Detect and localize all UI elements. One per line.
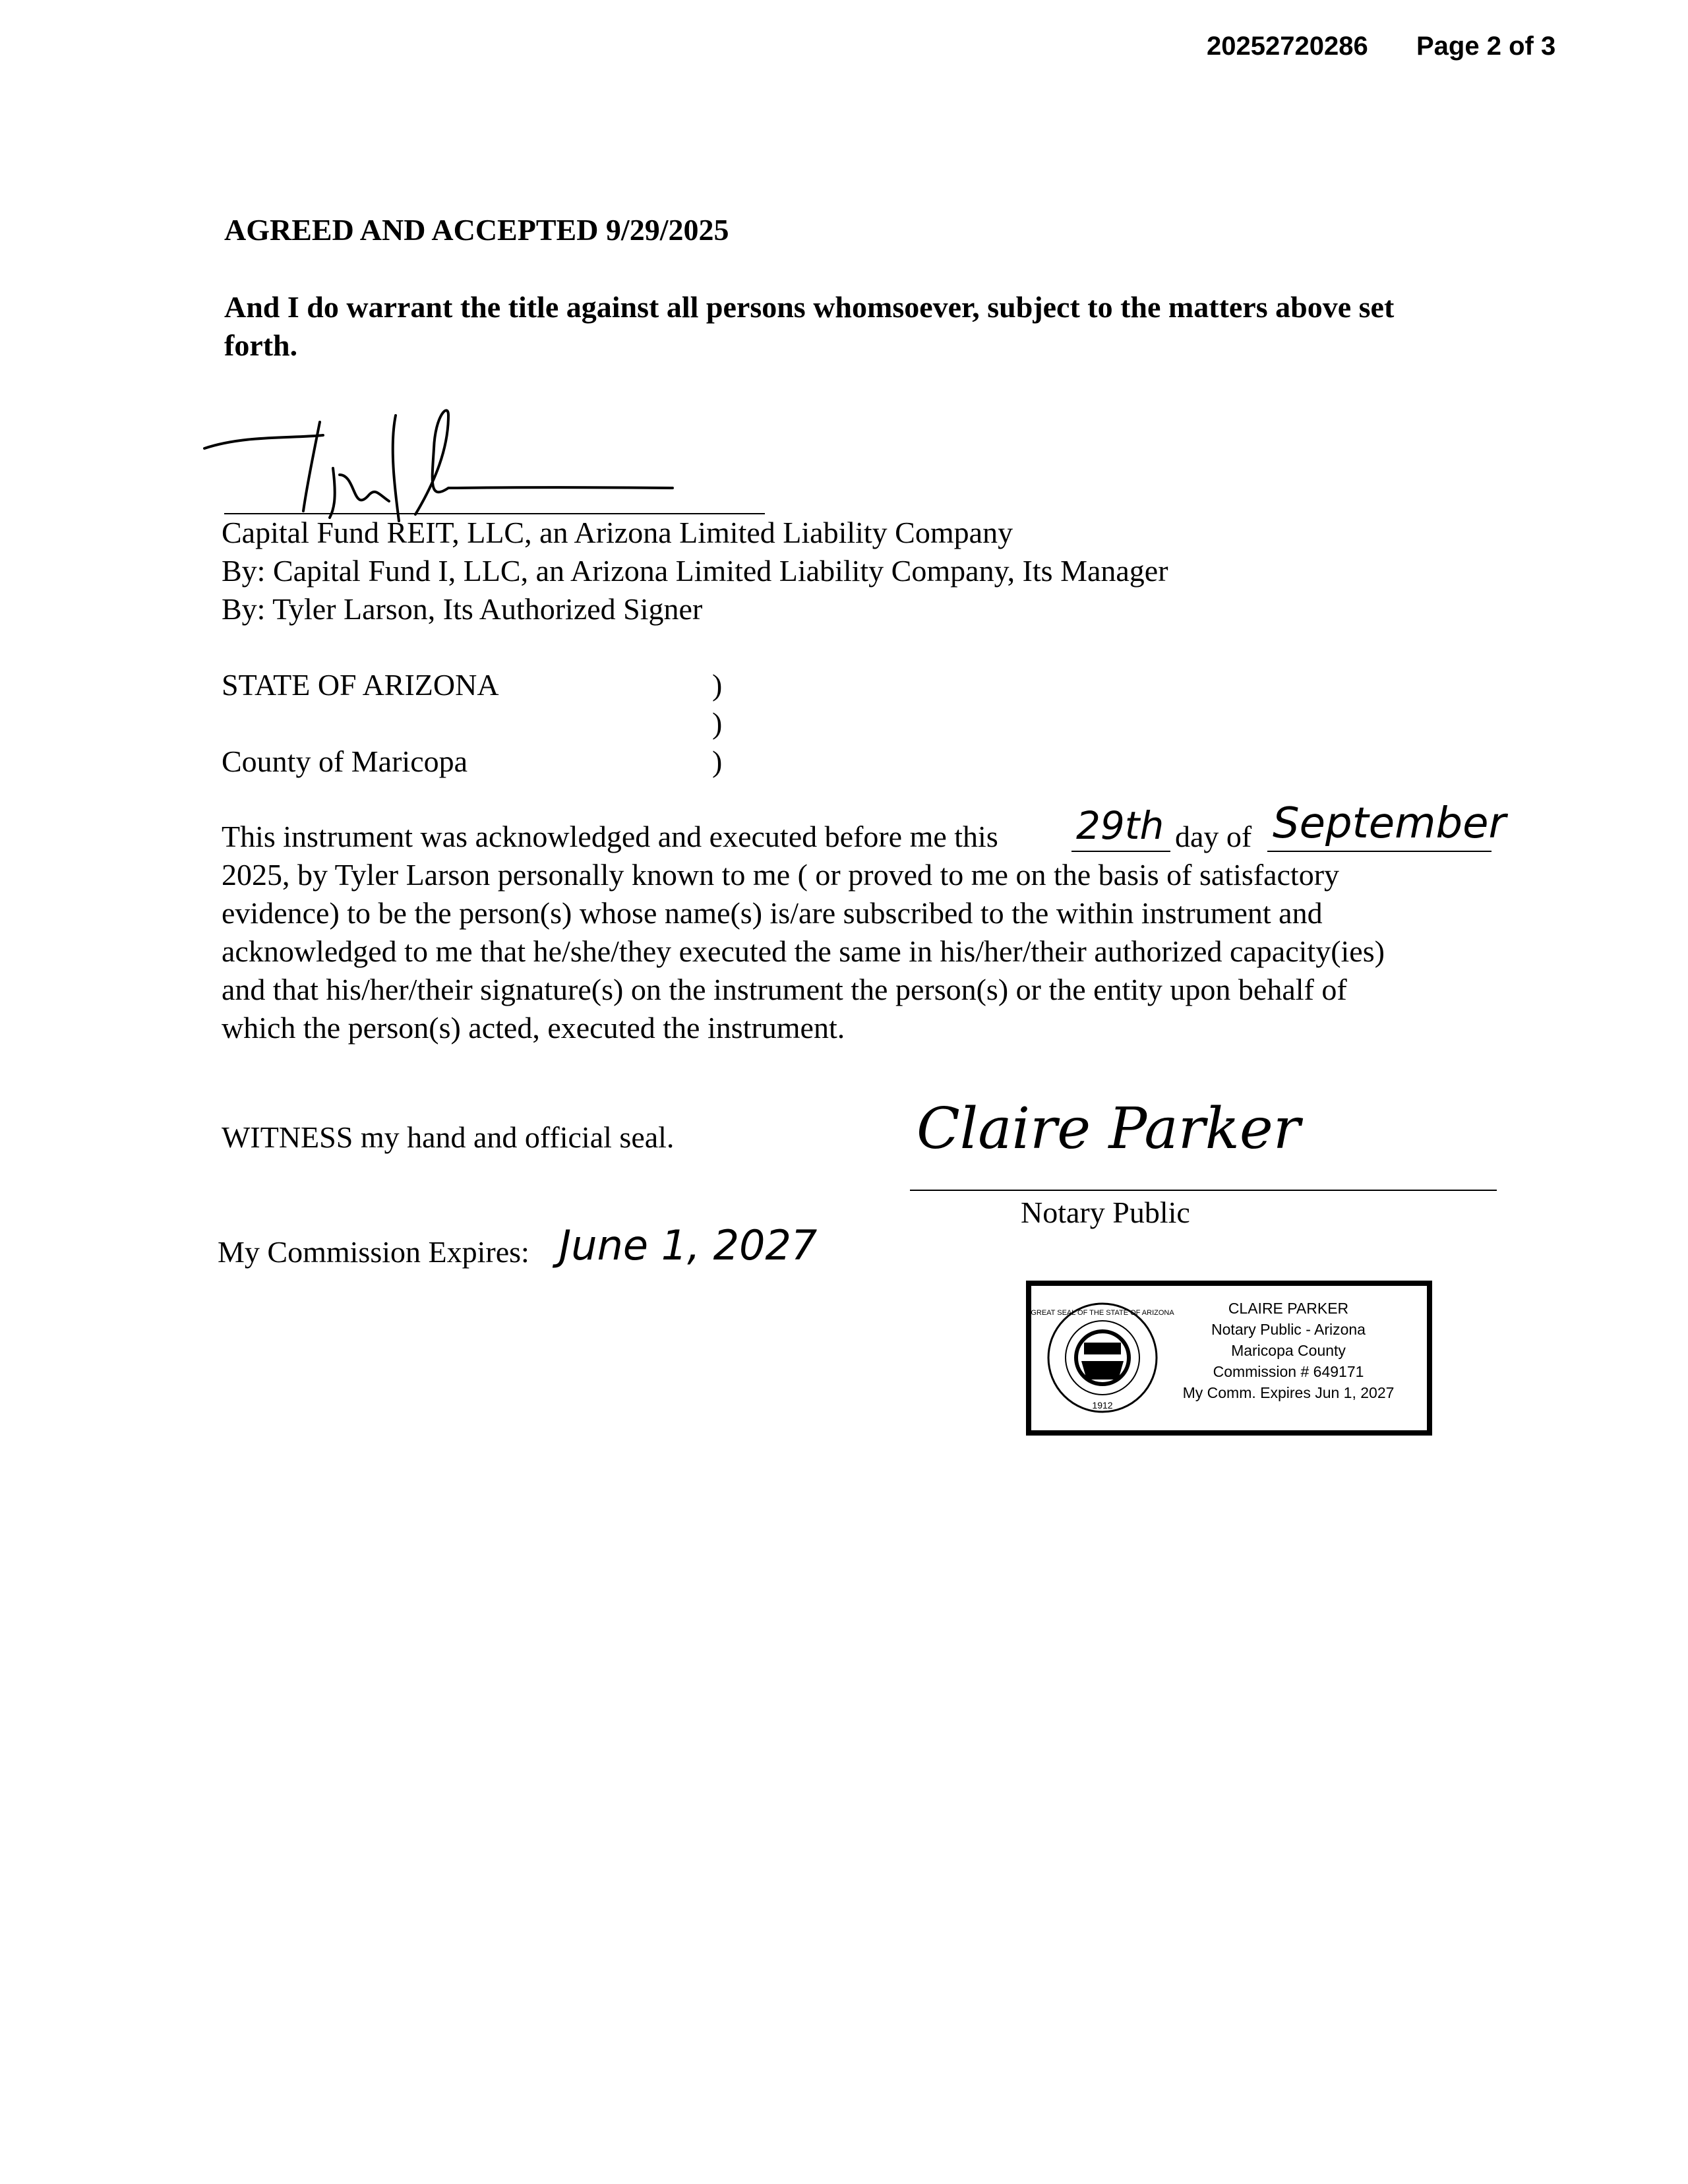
stamp-county: Maricopa County	[1231, 1342, 1346, 1359]
warranty-line-2: forth.	[224, 328, 298, 362]
stamp-title: Notary Public - Arizona	[1211, 1321, 1366, 1338]
stamp-expires: My Comm. Expires Jun 1, 2027	[1182, 1384, 1395, 1401]
ack-line-2: 2025, by Tyler Larson personally known to me ( or proved to me on the basis of satisfactory	[222, 858, 1340, 892]
ack-line-5: and that his/her/their signature(s) on the instrument the person(s) or the entity upon behalf of	[222, 973, 1347, 1006]
notary-stamp	[1026, 1281, 1432, 1436]
state-seal-icon	[1031, 1295, 1174, 1420]
ack-line-4: acknowledged to me that he/she/they executed the same in his/her/their authorized capacity(ies)	[222, 934, 1385, 968]
witness-text: WITNESS my hand and official seal.	[222, 1120, 675, 1154]
venue-county: County of Maricopa	[222, 744, 468, 778]
page-label: Page 2 of 3	[1416, 32, 1556, 61]
venue-paren-2: )	[712, 706, 723, 740]
ack-line-6: which the person(s) acted, executed the instrument.	[222, 1011, 845, 1045]
stamp-commission: Commission # 649171	[1213, 1363, 1364, 1380]
venue-paren-3: )	[712, 744, 723, 778]
agreed-heading: AGREED AND ACCEPTED 9/29/2025	[224, 213, 729, 247]
commission-label: My Commission Expires:	[218, 1235, 529, 1269]
ack-line-1-prefix: This instrument was acknowledged and executed before me this	[222, 820, 998, 853]
grantor-line-3: By: Tyler Larson, Its Authorized Signer	[222, 592, 703, 626]
seal-year: 1912	[1092, 1400, 1113, 1410]
grantor-line-1: Capital Fund REIT, LLC, an Arizona Limited Liability Company	[222, 516, 1013, 549]
commission-date-handwritten: June 1, 2027	[559, 1221, 818, 1269]
grantor-line-2: By: Capital Fund I, LLC, an Arizona Limited Liability Company, Its Manager	[222, 554, 1168, 588]
notary-title: Notary Public	[1021, 1196, 1190, 1229]
warranty-line-1: And I do warrant the title against all persons whomsoever, subject to the matters above set	[224, 290, 1395, 324]
seal-text: GREAT SEAL OF THE STATE OF ARIZONA	[1031, 1309, 1174, 1317]
ack-line-3: evidence) to be the person(s) whose name(s) is/are subscribed to the within instrument and	[222, 896, 1323, 930]
ack-day-handwritten: 29th	[1076, 803, 1164, 848]
grantor-signature	[198, 396, 712, 528]
venue-paren-1: )	[712, 668, 723, 702]
venue-state: STATE OF ARIZONA	[222, 668, 499, 702]
document-number: 20252720286	[1207, 32, 1368, 61]
notary-signature: Claire Parker	[917, 1096, 1300, 1162]
stamp-name: CLAIRE PARKER	[1228, 1300, 1349, 1317]
ack-line-1-mid: day of	[1175, 820, 1252, 853]
ack-month-handwritten: September	[1273, 799, 1506, 848]
